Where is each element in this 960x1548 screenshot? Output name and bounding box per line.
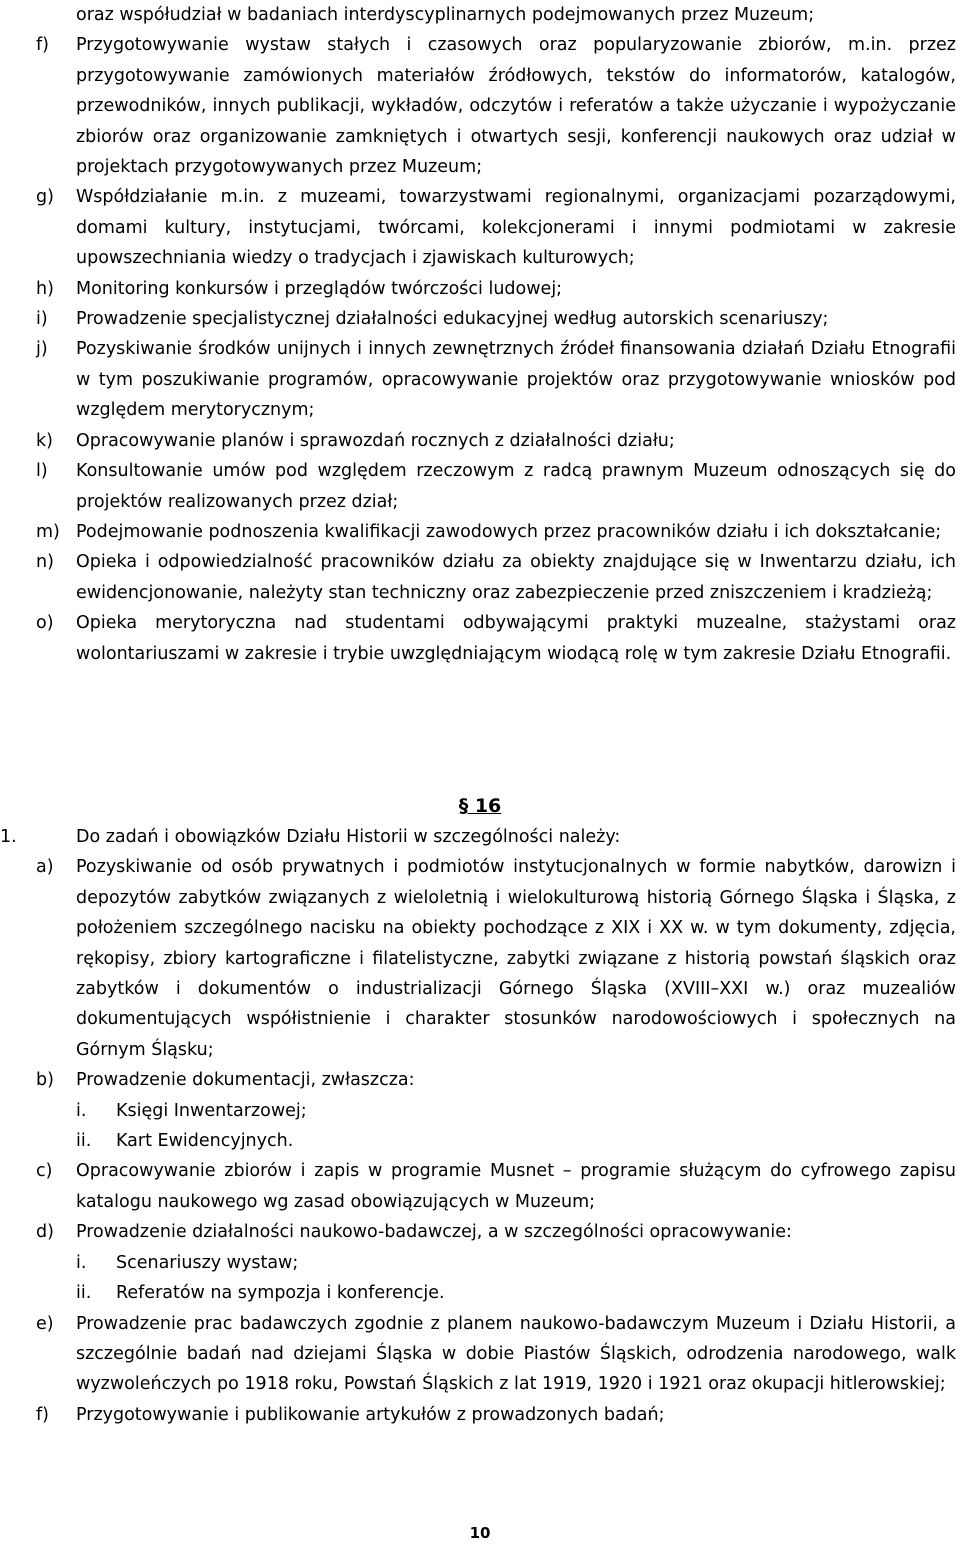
historia-task-list [0, 822, 956, 1430]
list-item: l) Konsultowanie umów pod względem rzeczowym z radcą prawnym Muzeum odnoszących się do projektów realizowanych przez dział; [36, 461, 956, 512]
list-item: b) Prowadzenie dokumentacji, zwłaszcza: i. Księgi Inwentarzowej; ii. Kart Ewidencyjnych. [36, 1065, 956, 1156]
page-number: 10 [469, 1524, 491, 1542]
list-item: j) Pozyskiwanie środków unijnych i innych zewnętrznych źródeł finansowania działań Działu Etnografii w tym poszukiwanie programów, opracowywanie projektów oraz przygotowywanie wniosków pod względem merytorycznym; [36, 339, 956, 421]
list-item: f) Przygotowywanie wystaw stałych i czasowych oraz popularyzowanie zbiorów, m.in. przez przygotowywanie zamówionych materiałów źródłowych, tekstów do informatorów, katalogów, przewodników, innych publikacji, wykładów, odczytów i referatów a także użyczanie i wypożyczanie zbiorów oraz organizowanie zamkniętych i otwartych sesji, konferencji naukowych oraz udział w projektach przygotowywanych przez Muzeum; [36, 35, 956, 178]
list-item: e) Prowadzenie prac badawczych zgodnie z planem naukowo-badawczym Muzeum i Działu Historii, a szczególnie badań nad dziejami Śląska w dobie Piastów Śląskich, odrodzenia narodowego, walk wyzwoleńczych po 1918 roku, Powstań Śląskich z lat 1919, 1920 i 1921 oraz okupacji hitlerowskiej; [36, 1313, 956, 1395]
sub-list-item: ii. Referatów na sympozja i konferencje. [76, 1283, 445, 1304]
list-item: o) Opieka merytoryczna nad studentami odbywającymi praktyki muzealne, stażystami oraz wolontariuszami w zakresie i trybie uwzględniającym wiodącą rolę w tym zakresie Działu Etnografii. [36, 613, 956, 664]
section-title: § 16 [458, 795, 502, 817]
sub-list-item: i. Księgi Inwentarzowej; [76, 1100, 307, 1121]
list-item: k) Opracowywanie planów i sprawozdań rocznych z działalności działu; [36, 430, 675, 451]
sub-list-item: i. Scenariuszy wystaw; [76, 1252, 299, 1273]
list-item: i) Prowadzenie specjalistycznej działalności edukacyjnej według autorskich scenariuszy; [36, 309, 829, 330]
list-item: n) Opieka i odpowiedzialność pracowników działu za obiekty znajdujące się w Inwentarzu działu, ich ewidencjonowanie, należyty stan techniczny oraz zabezpieczenie przed zniszczeniem i kradzieżą; [36, 552, 956, 603]
list-item: c) Opracowywanie zbiorów i zapis w programie Musnet – programie służącym do cyfrowego zapisu katalogu naukowego wg zasad obowiązujących w Muzeum; [36, 1161, 956, 1212]
list-item: f) Przygotowywanie i publikowanie artykułów z prowadzonych badań; [36, 1404, 665, 1425]
list-item: g) Współdziałanie m.in. z muzeami, towarzystwami regionalnymi, organizacjami pozarządowymi, domami kultury, instytucjami, twórcami, kolekcjonerami i innymi podmiotami w zakresie upowszechniania wiedzy o tradycjach i zjawiskach kulturowych; [36, 187, 956, 269]
list-item: m) Podejmowanie podnoszenia kwalifikacji zawodowych przez pracowników działu i ich dokształcanie; [36, 521, 942, 542]
list-continuation: oraz współudział w badaniach interdyscyplinarnych podejmowanych przez Muzeum; [76, 5, 815, 25]
list-item: a) Pozyskiwanie od osób prywatnych i podmiotów instytucjonalnych w formie nabytków, darowizn i depozytów zabytków związanych z wieloletnią i wielokulturową historią Górnego Śląska i Śląska, z położeniem szczególnego nacisku na obiekty pochodzące z XIX i XX w. w tym dokumenty, zdjęcia, rękopisy, zbiory kartograficzne i filatelistyczne, zabytki związane z historią powstań śląskich oraz zabytków i dokumentów o industrializacji Górnego Śląska (XVIII–XXI w.) oraz muzealiów dokumentujących współistnienie i charakter stosunków narodowościowych i społecznych na Górnym Śląsku; [36, 857, 956, 1060]
sub-list-item: ii. Kart Ewidencyjnych. [76, 1131, 294, 1152]
section-point: 1. Do zadań i obowiązków Działu Historii w szczególności należy: [0, 827, 621, 847]
list-item: d) Prowadzenie działalności naukowo-badawczej, a w szczególności opracowywanie: i. Scenariuszy wystaw; ii. Referatów na sympozja i konferencje. [36, 1217, 956, 1308]
list-item: h) Monitoring konkursów i przeglądów twórczości ludowej; [36, 278, 563, 299]
etnografia-task-list [36, 0, 956, 669]
